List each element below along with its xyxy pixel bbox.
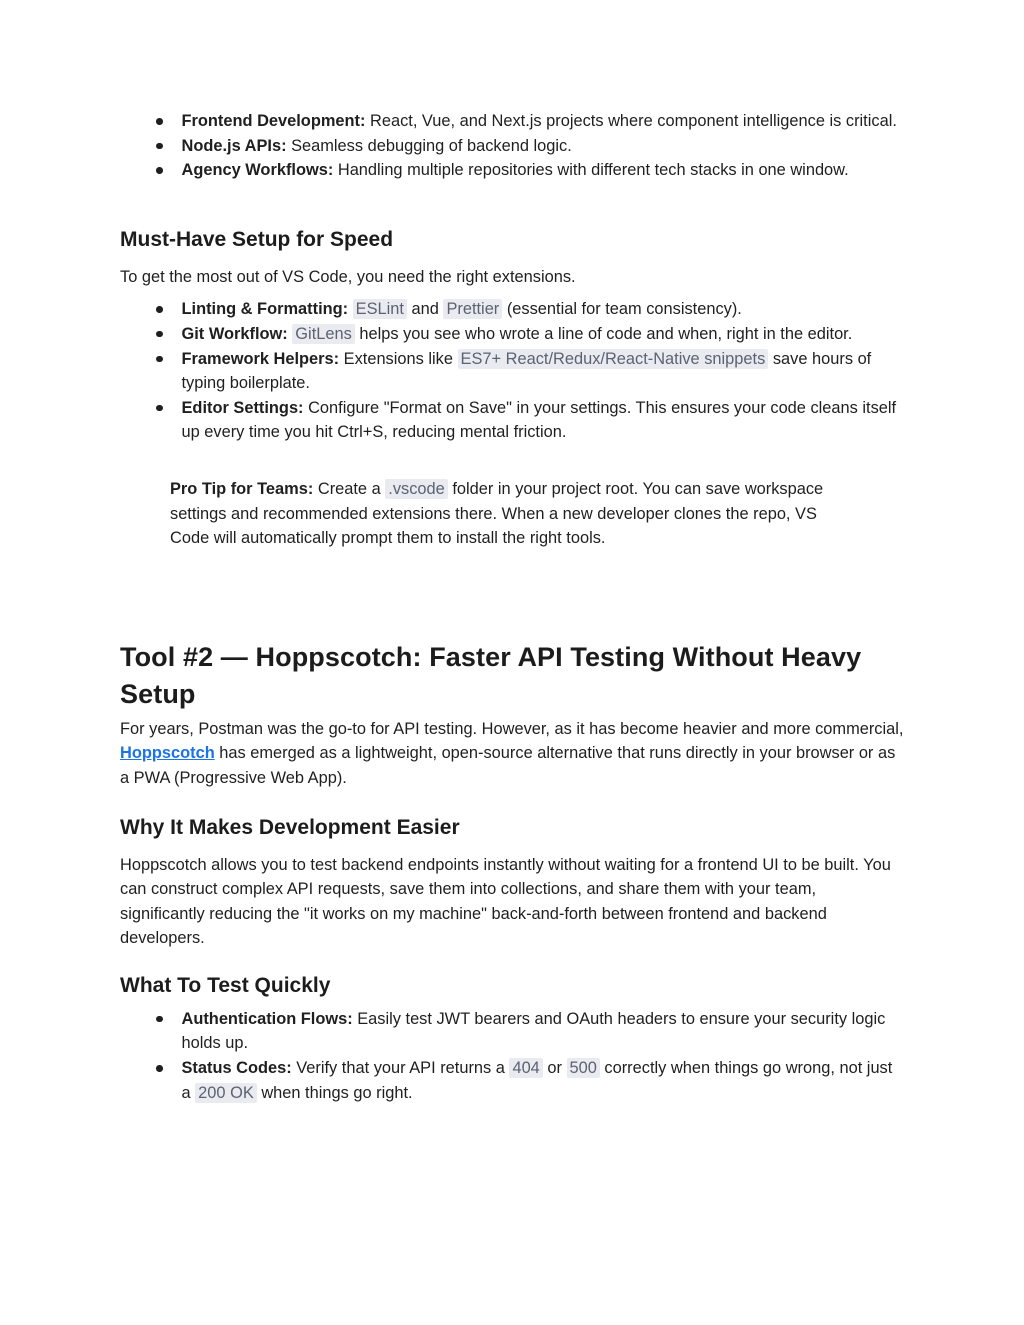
list-item-label: Status Codes: [181,1059,292,1078]
list-item [120,297,904,322]
list-item [120,134,904,159]
bullet-icon [156,331,163,338]
test-list [120,1007,904,1105]
list-item-label: Linting & Formatting: [181,300,349,319]
list-item-label: Frontend Development: [181,112,366,130]
pro-tip-label: Pro Tip for Teams: [170,479,314,498]
hoppscotch-link[interactable]: Hoppscotch [120,744,215,763]
list-item [120,396,904,445]
list-item [120,158,904,183]
list-item-label: Editor Settings: [181,398,304,417]
list-item-text: Status Codes: Verify that your API returns a 404 or 500 correctly when things go wrong, not just a 200 OK when things go right. [181,1059,893,1102]
bullet-icon [156,167,163,174]
bullet-icon [156,143,163,150]
list-item-text: Agency Workflows: Handling multiple repositories with different tech stacks in one window. [181,161,849,180]
bullet-icon [156,405,163,412]
paragraph-tool2-intro: For years, Postman was the go-to for API testing. However, as it has become heavier and more commercial, Hoppscotch has emerged as a lightweight, open-source alternative that runs directly in your browser or as a PWA (Progressive Web App). [120,719,904,787]
list-item-text: Editor Settings: Configure "Format on Save" in your settings. This ensures your code cleans itself up every time you hit Ctrl+S, reducing mental friction. [181,398,897,442]
list-item-text: Frontend Development: React, Vue, and Next.js projects where component intelligence is critical. [181,112,897,130]
list-item [120,1056,904,1105]
bullet-icon [156,306,163,313]
code-chip: ESLint [353,299,407,319]
list-item [120,347,904,396]
list-item [120,1007,904,1056]
bullet-icon [156,1016,163,1023]
bullet-icon [156,1065,163,1072]
heading-tool-2: Tool #2 — Hoppscotch: Faster API Testing Without Heavy Setup [120,641,862,709]
list-item [120,322,904,347]
paragraph-why-easier: Hoppscotch allows you to test backend endpoints instantly without waiting for a frontend UI to be built. You can construct complex API requests, save them into collections, and share them with your team, significantly reducing the "it works on my machine" back-and-forth between frontend and backend developers. [120,855,891,948]
bullet-icon [156,118,163,125]
code-chip: Prettier [443,299,502,319]
list-item-text: Authentication Flows: Easily test JWT bearers and OAuth headers to ensure your security logic holds up. [181,1009,886,1053]
list-item [120,109,904,134]
code-chip: GitLens [292,324,355,344]
heading-what-to-test: What To Test Quickly [120,973,331,997]
heading-why-easier: Why It Makes Development Easier [120,815,460,839]
bullet-icon [156,356,163,363]
heading-must-have-setup: Must-Have Setup for Speed [120,227,394,251]
list-item-label: Node.js APIs: [181,136,287,155]
list-item-label: Git Workflow: [181,324,288,343]
list-item-label: Framework Helpers: [181,349,340,368]
code-chip: .vscode [385,479,448,499]
list-item-label: Authentication Flows: [181,1009,353,1028]
code-chip: 404 [509,1058,542,1078]
code-chip: 200 OK [195,1083,257,1103]
code-chip: 500 [567,1058,600,1078]
list-item-text: Framework Helpers: Extensions like ES7+ React/Redux/React-Native snippets save hours of typing boilerplate. [181,349,872,393]
paragraph-setup-intro: To get the most out of VS Code, you need the right extensions. [120,267,576,286]
intro-list [120,109,904,183]
list-item-text: Node.js APIs: Seamless debugging of backend logic. [181,136,572,155]
list-item-text: Linting & Formatting: ESLint and Prettier (essential for team consistency). [181,300,742,319]
code-chip: ES7+ React/Redux/React-Native snippets [458,349,769,369]
list-item-text: Git Workflow: GitLens helps you see who wrote a line of code and when, right in the editor. [181,324,853,343]
pro-tip-text: Pro Tip for Teams: Create a .vscode folder in your project root. You can save workspace settings and recommended extensions there. When a new developer clones the repo, VS Code will automatically prompt them to install the right tools. [170,479,824,548]
pro-tip-callout [170,477,830,551]
setup-list [120,297,904,445]
list-item-label: Agency Workflows: [181,161,334,180]
